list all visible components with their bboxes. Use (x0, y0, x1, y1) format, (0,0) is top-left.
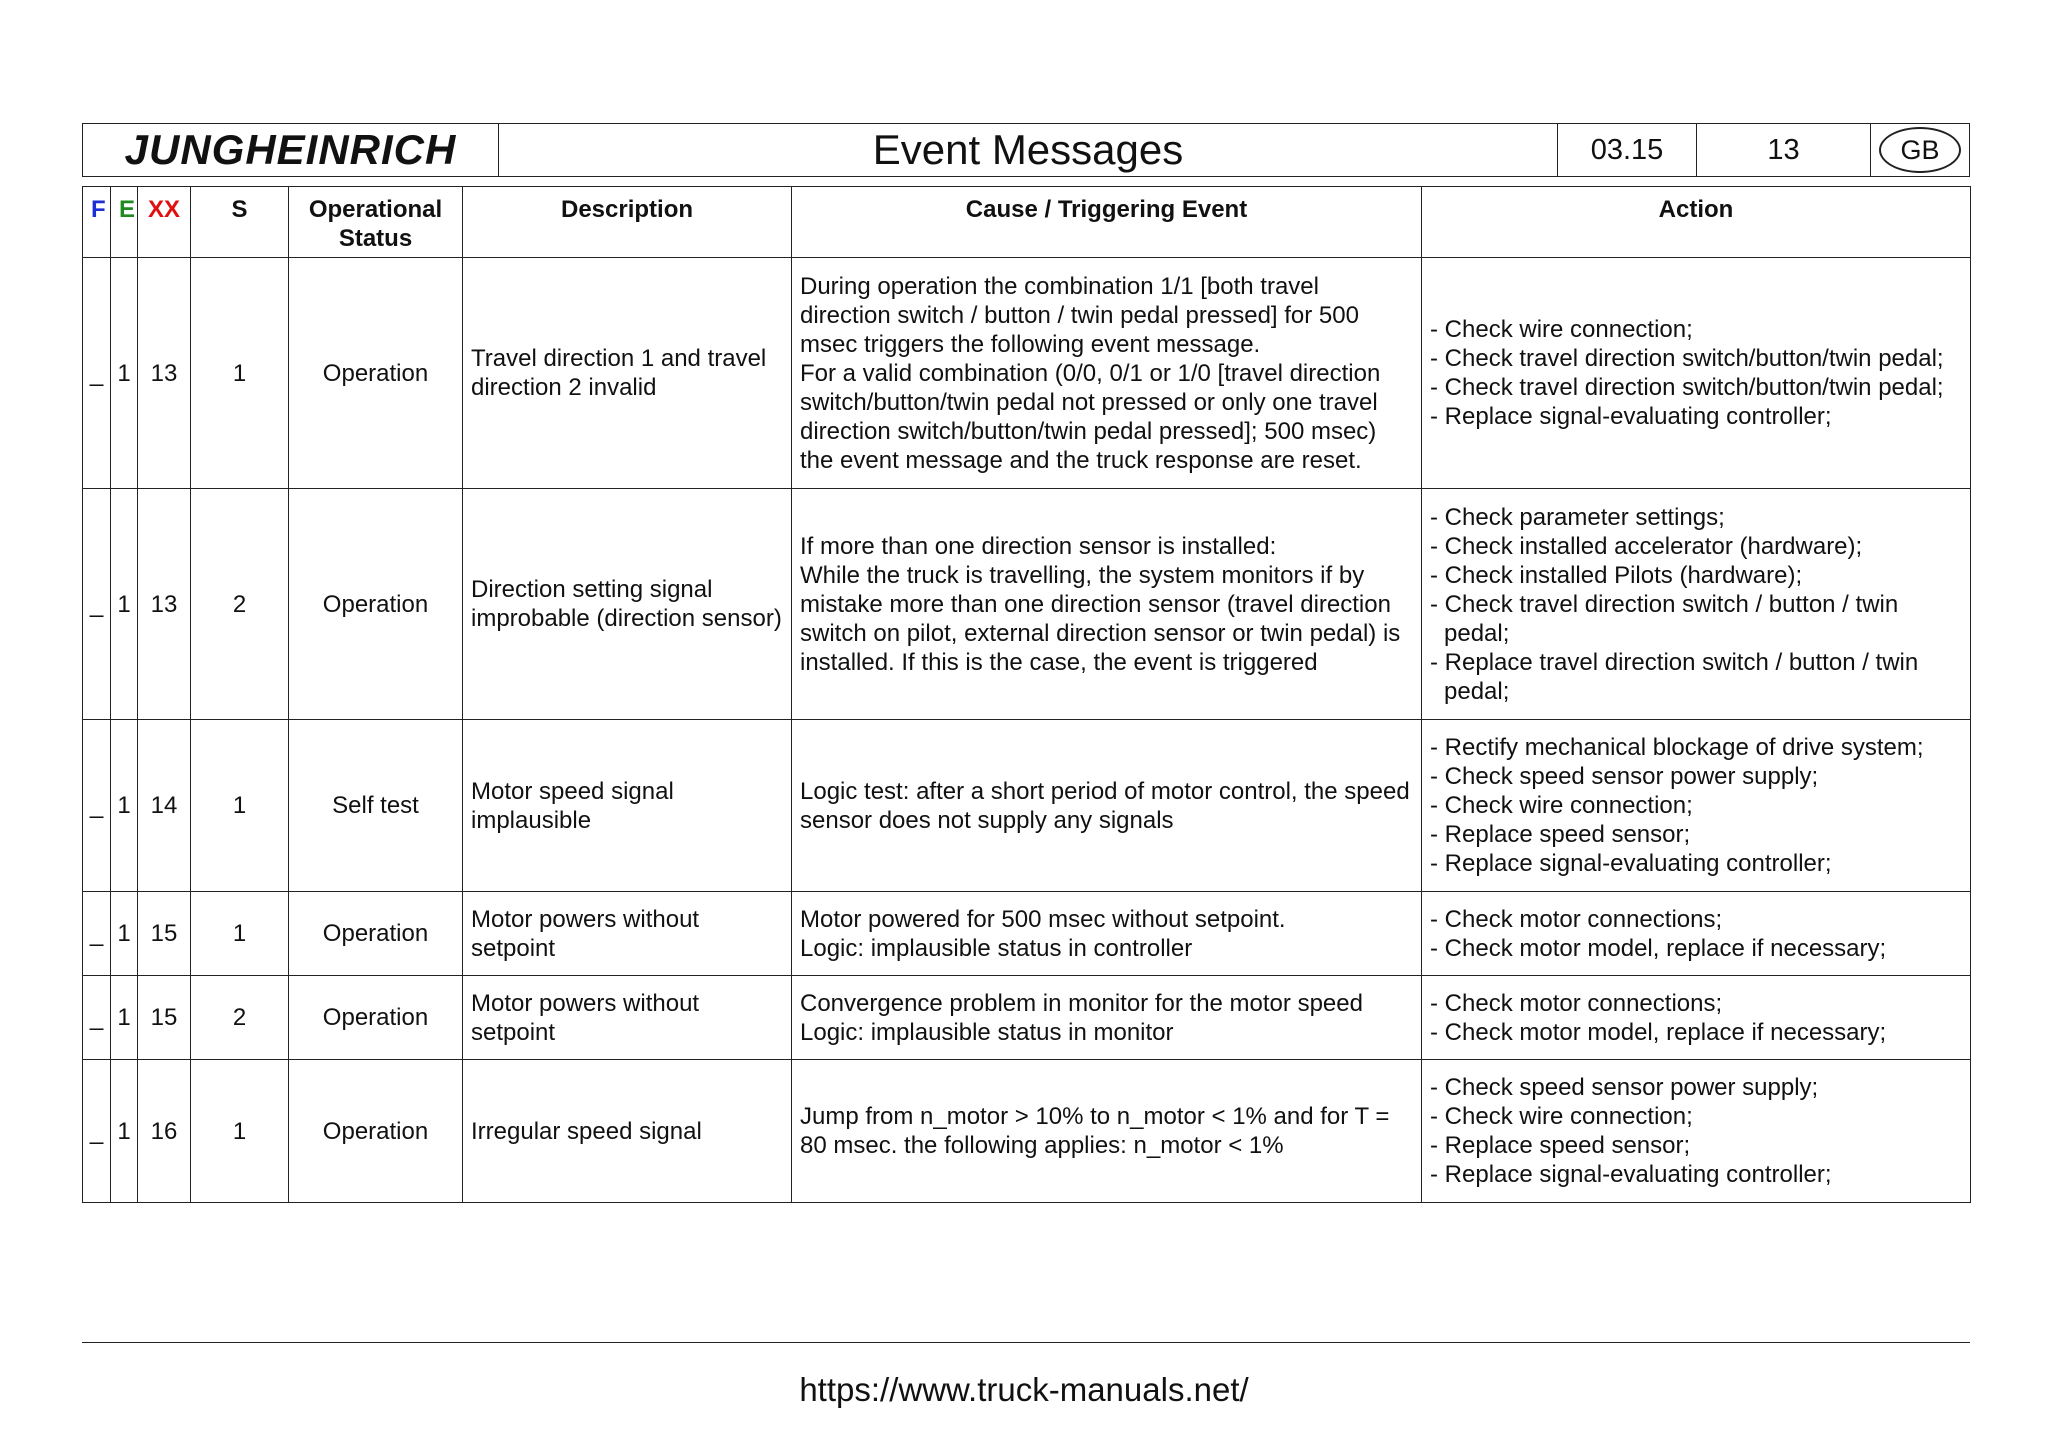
cell-f: _ (83, 720, 111, 892)
cell-operational-status: Self test (289, 720, 463, 892)
action-item: - Replace speed sensor; (1430, 820, 1962, 849)
cause-line: Motor powered for 500 msec without setpoint. (800, 905, 1286, 933)
cell-xx: 14 (138, 720, 191, 892)
cell-description: Motor powers without setpoint (463, 976, 792, 1060)
action-item: - Check wire connection; (1430, 791, 1962, 820)
cell-action (1422, 892, 1971, 976)
cell-cause (792, 258, 1422, 489)
cause-line: Logic: implausible status in monitor (800, 1018, 1174, 1046)
table-row (83, 720, 1971, 892)
cell-s: 1 (191, 720, 289, 892)
cell-operational-status: Operation (289, 489, 463, 720)
cell-cause (792, 720, 1422, 892)
table-row (83, 258, 1971, 489)
language-cell (1871, 124, 1969, 176)
cause-line: During operation the combination 1/1 [both travel direction switch / button / twin pedal pressed] for 500 msec triggers the following event message. (800, 272, 1359, 358)
column-header-status: Operational Status (289, 187, 463, 258)
action-item: - Rectify mechanical blockage of drive system; (1430, 733, 1962, 762)
action-list (1430, 905, 1962, 963)
cell-f: _ (83, 1060, 111, 1203)
cell-f: _ (83, 258, 111, 489)
action-list (1430, 315, 1962, 431)
cell-xx: 15 (138, 892, 191, 976)
cell-action (1422, 1060, 1971, 1203)
page-title: Event Messages (499, 124, 1558, 176)
cell-xx: 13 (138, 489, 191, 720)
page-number: 13 (1697, 124, 1871, 176)
cell-s: 2 (191, 489, 289, 720)
cell-action (1422, 489, 1971, 720)
cell-description: Motor powers without setpoint (463, 892, 792, 976)
action-list (1430, 503, 1962, 706)
action-item: - Replace travel direction switch / button / twin pedal; (1430, 648, 1962, 706)
cell-cause (792, 1060, 1422, 1203)
column-header-xx: XX (138, 187, 191, 258)
action-item: - Check wire connection; (1430, 315, 1962, 344)
action-item: - Check installed accelerator (hardware); (1430, 532, 1962, 561)
cell-operational-status: Operation (289, 976, 463, 1060)
brand-logo-cell (83, 124, 499, 176)
cell-e: 1 (111, 258, 138, 489)
action-item: - Check motor model, replace if necessary; (1430, 1018, 1962, 1047)
cell-e: 1 (111, 720, 138, 892)
cell-xx: 16 (138, 1060, 191, 1203)
cause-line: If more than one direction sensor is installed: (800, 532, 1277, 560)
footer-url: https://www.truck-manuals.net/ (799, 1371, 1249, 1408)
action-item: - Check installed Pilots (hardware); (1430, 561, 1962, 590)
cell-e: 1 (111, 976, 138, 1060)
action-list (1430, 733, 1962, 878)
cell-description: Direction setting signal improbable (direction sensor) (463, 489, 792, 720)
cause-line: For a valid combination (0/0, 0/1 or 1/0 [travel direction switch/button/twin pedal not pressed or only one travel direction switch/button/twin pedal pressed]; 500 msec) the event message and the truck response are reset. (800, 359, 1381, 474)
cell-description: Irregular speed signal (463, 1060, 792, 1203)
cell-operational-status: Operation (289, 892, 463, 976)
cause-line: Logic test: after a short period of motor control, the speed sensor does not supply any signals (800, 777, 1410, 834)
cell-operational-status: Operation (289, 1060, 463, 1203)
page-header (82, 123, 1970, 177)
column-header-f: F (83, 187, 111, 258)
table-body (83, 258, 1971, 1203)
cause-line: Logic: implausible status in controller (800, 934, 1193, 962)
table-row (83, 489, 1971, 720)
action-list (1430, 1073, 1962, 1189)
table-row (83, 892, 1971, 976)
cause-line: While the truck is travelling, the system monitors if by mistake more than one direction sensor (travel direction switch on pilot, external direction sensor or twin pedal) is installed. If this is the case, the event is triggered (800, 561, 1401, 676)
cell-e: 1 (111, 892, 138, 976)
cell-action (1422, 976, 1971, 1060)
action-item: - Check parameter settings; (1430, 503, 1962, 532)
cell-s: 1 (191, 1060, 289, 1203)
action-item: - Check travel direction switch/button/twin pedal; (1430, 373, 1962, 402)
column-header-cause: Cause / Triggering Event (792, 187, 1422, 258)
language-badge: GB (1879, 127, 1961, 173)
action-item: - Check travel direction switch / button / twin pedal; (1430, 590, 1962, 648)
action-item: - Check wire connection; (1430, 1102, 1962, 1131)
table-row (83, 1060, 1971, 1203)
cell-f: _ (83, 976, 111, 1060)
action-list (1430, 989, 1962, 1047)
cell-cause (792, 976, 1422, 1060)
action-item: - Replace speed sensor; (1430, 1131, 1962, 1160)
cell-f: _ (83, 892, 111, 976)
cell-operational-status: Operation (289, 258, 463, 489)
cell-e: 1 (111, 1060, 138, 1203)
action-item: - Check travel direction switch/button/twin pedal; (1430, 344, 1962, 373)
cell-description: Motor speed signal implausible (463, 720, 792, 892)
action-item: - Check speed sensor power supply; (1430, 1073, 1962, 1102)
action-item: - Check motor model, replace if necessary; (1430, 934, 1962, 963)
cell-s: 1 (191, 258, 289, 489)
table-row (83, 976, 1971, 1060)
action-item: - Replace signal-evaluating controller; (1430, 402, 1962, 431)
cause-line: Convergence problem in monitor for the motor speed (800, 989, 1363, 1017)
cell-xx: 15 (138, 976, 191, 1060)
action-item: - Replace signal-evaluating controller; (1430, 1160, 1962, 1189)
document-date: 03.15 (1558, 124, 1697, 176)
column-header-s: S (191, 187, 289, 258)
cell-xx: 13 (138, 258, 191, 489)
brand-logo: JUNGHEINRICH (124, 126, 457, 173)
action-item: - Replace signal-evaluating controller; (1430, 849, 1962, 878)
action-item: - Check speed sensor power supply; (1430, 762, 1962, 791)
action-item: - Check motor connections; (1430, 989, 1962, 1018)
column-header-action: Action (1422, 187, 1971, 258)
footer-divider (82, 1342, 1970, 1343)
event-messages-table (82, 186, 1971, 1203)
cell-e: 1 (111, 489, 138, 720)
column-header-e: E (111, 187, 138, 258)
cell-s: 2 (191, 976, 289, 1060)
table-header-row (83, 187, 1971, 258)
cell-f: _ (83, 489, 111, 720)
cell-action (1422, 720, 1971, 892)
cell-s: 1 (191, 892, 289, 976)
cell-cause (792, 489, 1422, 720)
cell-cause (792, 892, 1422, 976)
column-header-description: Description (463, 187, 792, 258)
action-item: - Check motor connections; (1430, 905, 1962, 934)
cause-line: Jump from n_motor > 10% to n_motor < 1% and for T = 80 msec. the following applies: n_motor < 1% (800, 1103, 1390, 1159)
cell-description: Travel direction 1 and travel direction 2 invalid (463, 258, 792, 489)
cell-action (1422, 258, 1971, 489)
